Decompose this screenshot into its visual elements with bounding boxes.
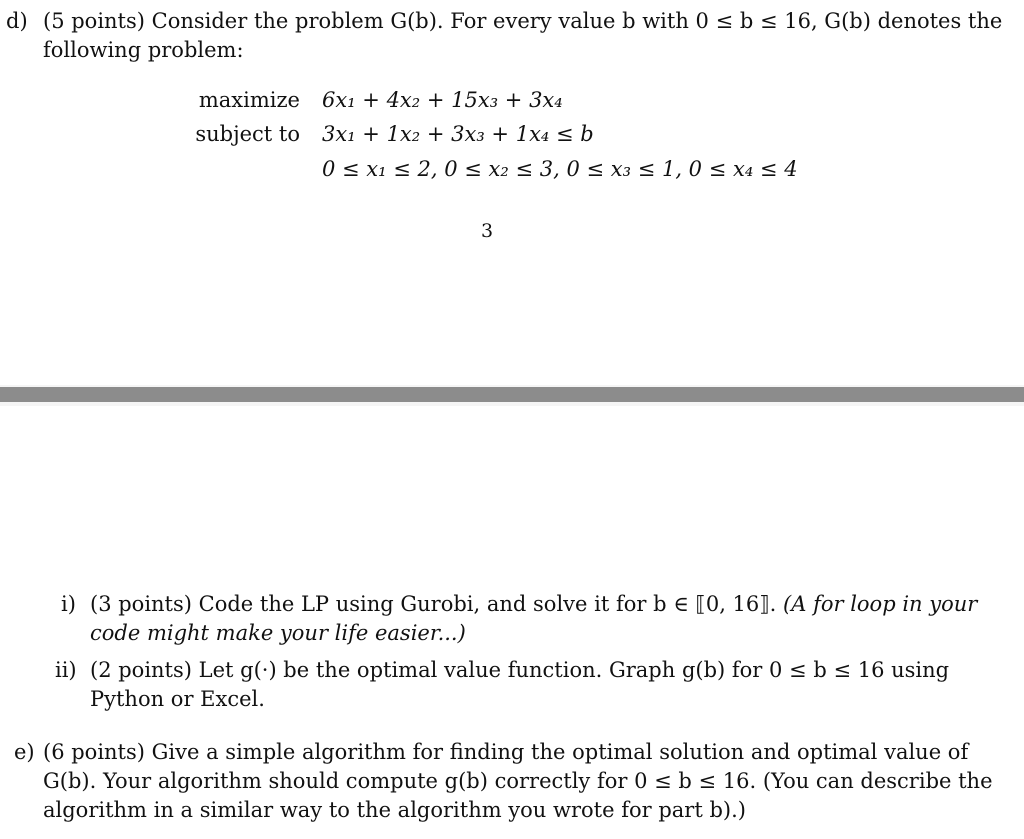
- part-ii-line-2: Python or Excel.: [90, 687, 265, 711]
- part-e-line-1: (6 points) Give a simple algorithm for finding the optimal solution and optimal value of: [43, 740, 969, 764]
- part-i-line-1-italic: (A for loop in your: [783, 592, 978, 616]
- part-ii-label: ii): [55, 658, 77, 682]
- part-d-line-2: following problem:: [43, 38, 244, 62]
- part-i-line-2: code might make your life easier...): [90, 621, 466, 645]
- page-number: 3: [481, 220, 494, 242]
- part-i-line-1-plain: (3 points) Code the LP using Gurobi, and solve it for b ∈ ⟦0, 16⟧.: [90, 592, 777, 616]
- lp-constraint-1: 3x₁ + 1x₂ + 3x₃ + 1x₄ ≤ b: [322, 122, 594, 146]
- part-d-label: d): [6, 9, 28, 33]
- lp-objective-keyword: maximize: [198, 88, 300, 112]
- page-bottom: [0, 406, 1024, 839]
- page-top: [0, 0, 1024, 385]
- page-divider: [0, 385, 1024, 406]
- part-e-label: e): [14, 740, 35, 764]
- part-ii-line-1: (2 points) Let g(·) be the optimal value function. Graph g(b) for 0 ≤ b ≤ 16 using: [90, 658, 950, 682]
- part-e-line-2: G(b). Your algorithm should compute g(b) correctly for 0 ≤ b ≤ 16. (You can describe the: [43, 769, 993, 793]
- lp-constraint-2: 0 ≤ x₁ ≤ 2, 0 ≤ x₂ ≤ 3, 0 ≤ x₃ ≤ 1, 0 ≤ x₄ ≤ 4: [322, 157, 798, 181]
- part-d-line-1: (5 points) Consider the problem G(b). For every value b with 0 ≤ b ≤ 16, G(b) denotes the: [43, 9, 1003, 33]
- part-i-line-1: [90, 590, 977, 619]
- page-divider-bar: [0, 387, 1024, 402]
- lp-objective: 6x₁ + 4x₂ + 15x₃ + 3x₄: [322, 88, 563, 112]
- part-e-line-3: algorithm in a similar way to the algorithm you wrote for part b).): [43, 798, 746, 822]
- lp-constraint-keyword: subject to: [195, 122, 300, 146]
- part-i-label: i): [61, 592, 76, 616]
